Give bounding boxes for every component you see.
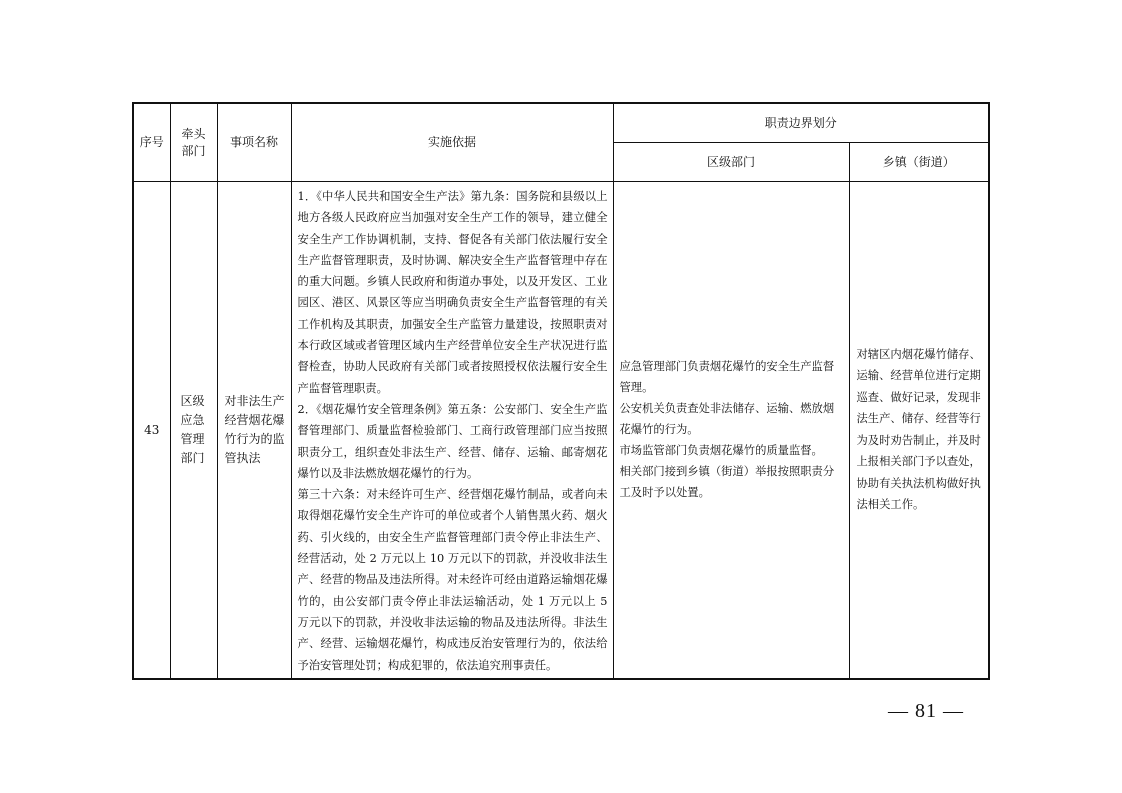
table-row	[133, 182, 989, 679]
basis-paragraph: 1．《中华人民共和国安全生产法》第九条：国务院和县级以上地方各级人民政府应当加强对安全生产工作的领导，建立健全安全生产工作协调机制，支持、督促各有关部门依法履行安全生产监督管理职责，及时协调、解决安全生产监督管理中存在的重大问题。乡镇人民政府和街道办事处，以及开发区、工业园区、港区、风景区等应当明确负责安全生产监督管理的有关工作机构及其职责，加强安全生产监管力量建设，按照职责对本行政区域或者管理区域内生产经营单位安全生产状况进行监督检查，协助人民政府有关部门或者按照授权依法履行安全生产监督管理职责。	[297, 190, 608, 395]
district-paragraph: 市场监管部门负责烟花爆竹的质量监督。	[619, 444, 823, 458]
row-district-responsibility	[613, 182, 849, 679]
header-legal-basis: 实施依据	[291, 103, 613, 182]
basis-paragraph: 第三十六条：对未经许可生产、经营烟花爆竹制品，或者向未取得烟花爆竹安全生产许可的单位或者个人销售黑火药、烟火药、引火线的，由安全生产监督管理部门责令停止非法生产、经营活动，处 2 万元以上 10 万元以下的罚款，并没收非法生产、经营的物品及违法所得。对未经许可经由道路运输烟花爆竹的，由公安部门责令停止非法运输活动，处 1 万元以上 5 万元以下的罚款，并没收非法运输的物品及违法所得。非法生产、经营、运输烟花爆竹，构成违反治安管理行为的，依法给予治安管理处罚；构成犯罪的，依法追究刑事责任。	[297, 488, 608, 672]
district-paragraph: 相关部门接到乡镇（街道）举报按照职责分工及时予以处置。	[619, 465, 835, 500]
header-lead-department: 牵头 部门	[170, 103, 217, 182]
header-district-department: 区级部门	[613, 143, 849, 182]
district-paragraph: 应急管理部门负责烟花爆竹的安全生产监督管理。	[619, 360, 835, 395]
header-item-name: 事项名称	[217, 103, 291, 182]
basis-paragraph: 2．《烟花爆竹安全管理条例》第五条：公安部门、安全生产监督管理部门、质量监督检验部门、工商行政管理部门应当按照职责分工，组织查处非法生产、经营、储存、运输、邮寄烟花爆竹以及非法燃放烟花爆竹的行为。	[297, 402, 608, 480]
row-township-responsibility: 对辖区内烟花爆竹储存、运输、经营单位进行定期巡查、做好记录，发现非法生产、储存、经营等行为及时劝告制止，并及时上报相关部门予以查处，协助有关执法机构做好执法相关工作。	[849, 182, 989, 679]
row-serial-number: 43	[133, 182, 170, 679]
page-number: — 81 —	[888, 700, 964, 722]
header-township: 乡镇（街道）	[849, 143, 989, 182]
row-item-name: 对非法生产经营烟花爆竹行为的监管执法	[217, 182, 291, 679]
responsibility-table	[132, 102, 990, 680]
header-serial-number: 序号	[133, 103, 170, 182]
row-lead-department: 区级应急管理部门	[170, 182, 217, 679]
header-responsibility-division: 职责边界划分	[613, 103, 989, 143]
district-paragraph: 公安机关负责查处非法储存、运输、燃放烟花爆竹的行为。	[619, 402, 835, 437]
row-legal-basis	[291, 182, 613, 679]
